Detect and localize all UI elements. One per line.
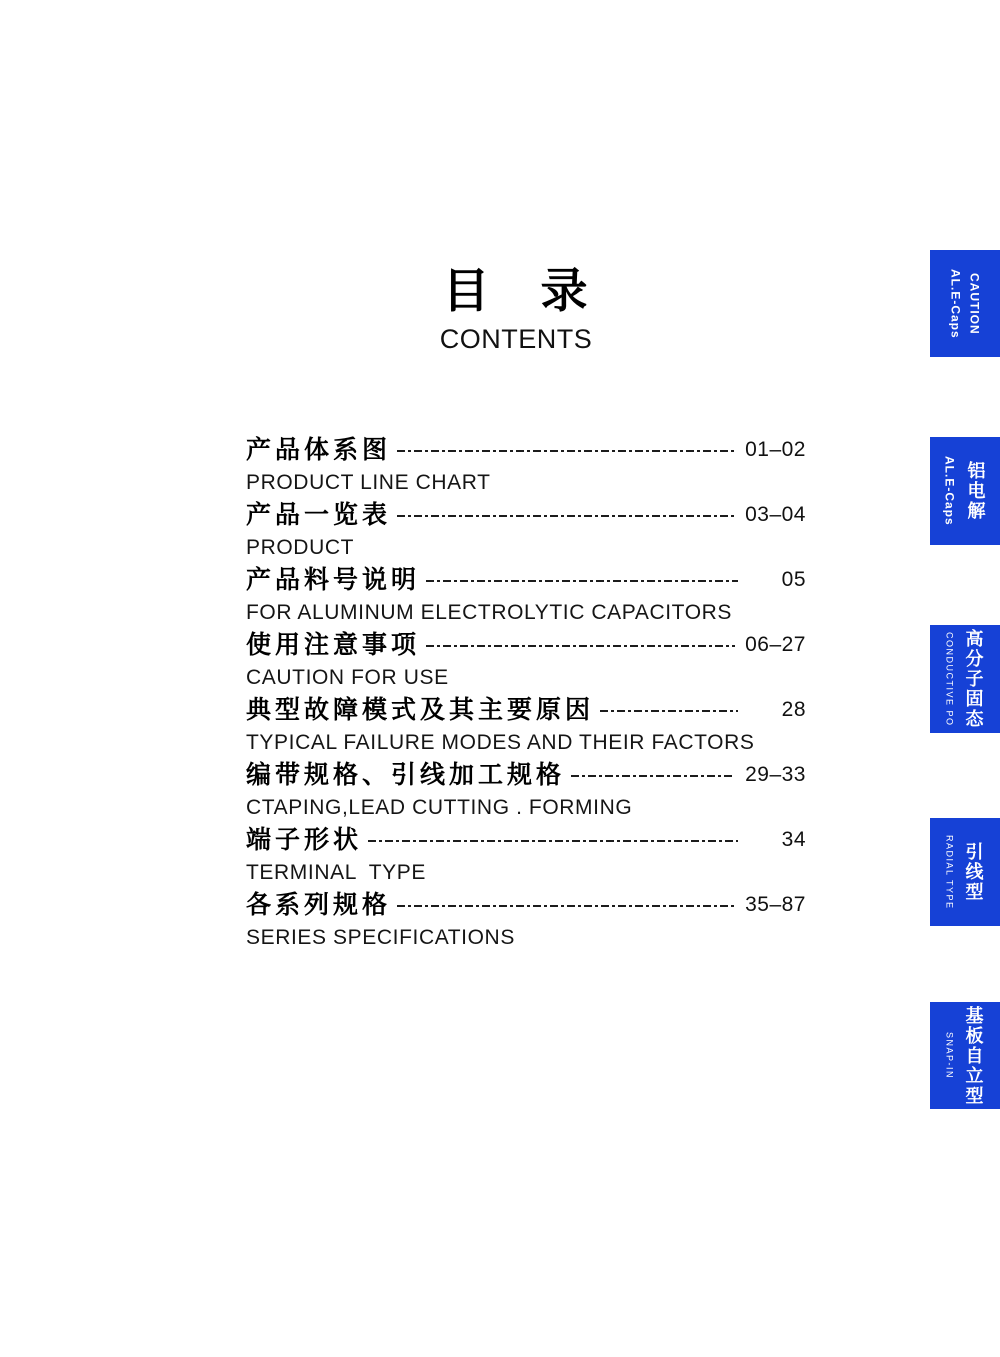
toc-item-title-zh: 各系列规格 [246,890,392,919]
toc-item [246,498,806,563]
page-title-zh: 目 录 [442,264,590,319]
toc-page-range: 29–33 [745,763,806,786]
tab-label-en: AL.E-Caps [942,456,957,526]
page-title-block [236,266,796,355]
toc-leader [426,580,738,582]
toc-item-title-en: TERMINAL TYPE [246,861,426,884]
toc-item-title-zh: 产品料号说明 [246,565,421,594]
tab-label-zh: 铝电解 [964,461,986,521]
toc-page-range: 28 [781,698,806,721]
page-title-en: CONTENTS [439,323,593,354]
toc-item [246,823,806,888]
side-tab-caution [930,250,1000,357]
toc-page-range: 35–87 [745,893,806,916]
toc-item-title-en: PRODUCT [246,536,355,559]
toc-page-range: 34 [781,828,806,851]
toc-item [246,888,806,953]
toc-item-title-zh: 编带规格、引线加工规格 [246,760,566,789]
side-tab-snap-in [930,1002,1000,1109]
toc-leader [426,645,735,647]
toc-page-range: 06–27 [745,633,806,656]
toc-leader [397,905,735,907]
toc-leader [600,710,738,712]
tab-label-en: CAUTION [967,272,982,335]
toc-item-title-zh: 端子形状 [246,825,363,854]
tab-label-en: AL.E-Caps [948,268,963,339]
tab-label-zh: 基板自立型 [962,1005,984,1106]
toc-leader [397,515,735,517]
toc-item [246,433,806,498]
toc-list [246,433,806,953]
toc-leader [368,840,738,842]
side-tab-radial-type [930,818,1000,926]
toc-item-title-en: TYPICAL FAILURE MODES AND THEIR FACTORS [246,731,755,754]
toc-item-title-en: PRODUCT LINE CHART [246,471,491,494]
toc-leader [571,775,735,777]
tab-label-en: SNAP-IN [944,1031,955,1079]
toc-leader [397,450,735,452]
toc-page-range: 03–04 [745,503,806,526]
tab-label-en: CONDUCTIVE PO [944,631,955,727]
tab-label-zh: 引线型 [962,842,984,902]
toc-item-title-zh: 使用注意事项 [246,630,421,659]
toc-item-title-en: CTAPING,LEAD CUTTING . FORMING [246,796,633,819]
toc-item [246,693,806,758]
toc-item-title-en: SERIES SPECIFICATIONS [246,926,515,949]
toc-item [246,563,806,628]
toc-item-title-en: CAUTION FOR USE [246,666,449,689]
tab-label-en: RADIAL TYPE [944,834,955,910]
side-tab-al-e-caps [930,437,1000,545]
toc-item-title-zh: 产品一览表 [246,500,392,529]
toc-page-range: 01–02 [745,438,806,461]
side-tab-conductive-polymer [930,625,1000,733]
toc-item-title-en: FOR ALUMINUM ELECTROLYTIC CAPACITORS [246,601,732,624]
toc-page-range: 05 [781,568,806,591]
toc-item-title-zh: 产品体系图 [246,435,392,464]
toc-item [246,628,806,693]
toc-item-title-zh: 典型故障模式及其主要原因 [246,695,595,724]
tab-label-zh: 高分子固态 [962,629,984,729]
toc-item [246,758,806,823]
